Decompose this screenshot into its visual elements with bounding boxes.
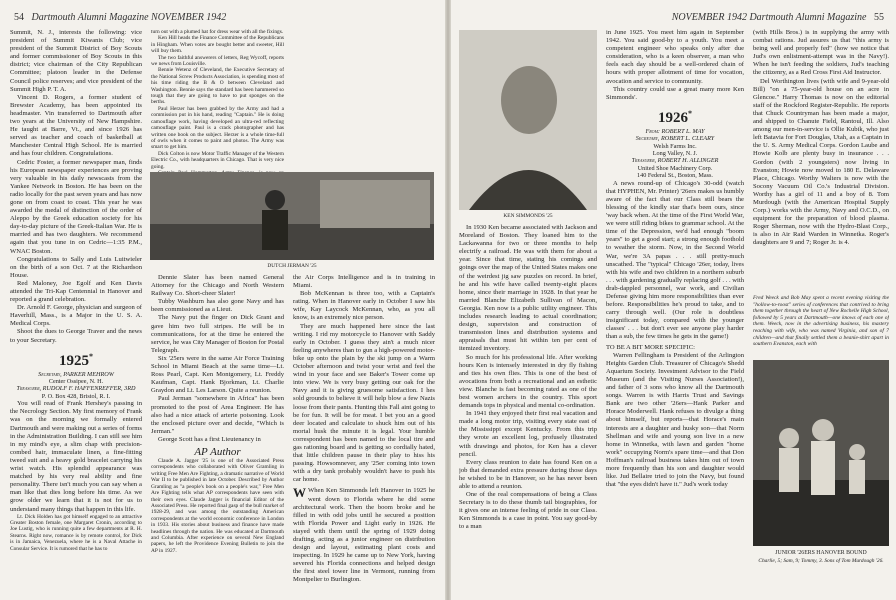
para: Paul Herzer has been grabbed by the Army and had a commission put in his hand, reading "Captain." He is doing camouflage work, having developed an ultra-red reflecting camouflage paint. Paul is a crack photographer and has written one book on the subject. Herzer is a whole time-full of owls when it comes to paint and photos. The Army was smart to get him.: [151, 105, 284, 151]
secretary-line: From: ROBERT L. MAY: [645, 127, 705, 135]
left-page-header: [14, 12, 226, 23]
para: Bennie Wetenz of Cleveland, the Executive Secretary of the National Screw Products Association, is spending most of his time riding the B & O between Cleveland and Washington. Bennie says the standard has been hammered so tough that they are going to have to put sponges on the berths.: [151, 67, 284, 106]
boys-scene: [753, 360, 889, 546]
para: Lt. Dick Holden has got himself engaged to an attractive Greater Boston female, one Margaret Cronin, according to Joe Lustig, who is running quite a few departments at R. H. Stearns. Right now, romance is by remote control, for Dick is in Jamaica, Venezuela, where he is a Naval Attache in Consular Service. It is rumored that he has to: [10, 513, 142, 552]
para: Summit, N. J., interests the following: vice president of Summit Kiwanis Club; vice president of the Summit District of Boy Scouts and former commissioner of Boy Scouts in this district; vice chairman of the City Republican Committee; platoon leader in the Defense Council police reserves; and vice president of the Summit High P. T. A.: [10, 29, 142, 93]
left-col-1: [10, 29, 142, 595]
class-year-heading: 1925*: [59, 351, 93, 369]
secretary-block: [10, 371, 142, 401]
right-col-2: [606, 29, 744, 595]
boy-head-3: [849, 444, 865, 460]
para: Ken Hill heads the Finance Committee of the Republicans in Hingham. When votes are bought better and sweeter, Hill will buy them.: [151, 35, 284, 55]
para: the Air Corps Intelligence and is in training in Miami.: [293, 274, 435, 290]
para: Del Worthington lives (with wife and 9-year-old Bill) "on a 75-year-old house on an acre in Glencoe." Harry Thomas is now on the editorial staff of the Rockford Register-Republic. He reports that Chuck Countryman has been made a major, and shipped to Chanute Field, Rantoul, Ill. Also among our men-in-service is Ollie Kubik, who just left Batavia for Fort Douglas, Utah, as a Captain in the U. S. Army Medical Corps. Gordon Laube and Howie Kolb are plenty busy in insurance . . . Gordon (with 2 youngsters) now living in Evanston; Howie now moved to 180 E. Delaware Place, Chicago. Worthy Walters is now with the Socony Vacuum Oil Co.'s Industrial Division. Worthy has a girl of 11 and a boy of 8. Tom Murdough (with the American Hospital Supply Corp.) works with the Army, Navy and O.C.D., on equipment for the preparation of blood plasma. Roger Sherman, now with the Hydro-Blast Corp., is also in Air Raid Warden in Winnetka. Roger's daughters are 9 and 7; Roger Jr. is 4.: [753, 77, 889, 247]
secretary-line: Long Valley, N. J.: [652, 150, 698, 158]
para: turn out with a plumed hat for dress wear with all the fixings.: [151, 29, 284, 35]
right-page-number: 55: [874, 12, 884, 23]
para: Every class reunion to date has found Ken on a job that demanded extra pressure during those days he wished to be in Hanover, so he has never been able to attend a reunion.: [459, 458, 597, 490]
para: George Scott has a first Lieutenancy in: [158, 435, 261, 443]
secretary-line: Welsh Farms Inc.: [653, 142, 697, 150]
para: A news round-up of Chicago's 30-odd (watch that HYPHEN, Mr. Printer) '26ers makes us humbly aware of the fact that our Class still bears the blessing of the kindly star that's been ours, since 'way back when. At the time of the First World War, we were still riding bikes to grammar school. At the time of the Depression, we'd had enough "boom years" to get a good start; a strong enough foothold to weather the storm. Now, in the Second World War, we're 3A papas . . . still pretty-much unscathed. The "typical" Chicago '26er, today, lives with his wife and two children in a northern suburb . . . with gardening gradually replacing golf . . . with drab-dappled personnel, war work, and Civilian Defense giving him more responsibilities than ever before. Responsibilities he's proud to take, and to carry through well. (Our role is doubtless insignificant today, compared with the younger classes' . . . but don't ever see anyone play harder than a sub, the few times he gets in the game!): [606, 179, 744, 341]
para: Dick Colton is now Motor Traffic Manager of the Western Electric Co., with headquarters in Chicago. That is very nice going.: [151, 150, 284, 170]
secretary-line: P. O. Box 428, Bristol, R. I.: [41, 392, 111, 400]
para: This country could use a great many more Ken Simmonds'.: [606, 85, 744, 101]
portrait-scene: [459, 30, 597, 210]
para: Red Maloney, Joe Egolf and Ken Davis attended the Tri-Kap Centennial in Hanover and reported a grand celebration.: [10, 279, 142, 304]
para: Tubby Washburn has also gone Navy and has been commissioned as a Lieut.: [151, 298, 284, 314]
para: Bob McKennan is three too, with a Captain's rating. When in Hanover early in October I saw his wife, Kay Laycock McKennan, who, as you all know, is an extremely nice person.: [293, 290, 435, 322]
drop-cap: W: [293, 485, 306, 501]
secretary-line: Center Ossipee, N. H.: [48, 378, 104, 386]
para: Cedric Foster, a former newspaper man, finds his European newspaper experiences are proving very valuable in his daily newscasts from the Yankee Network in Boston. He has been on the radio locally for the past seven years and has now gone on from coast to coast. This year he was awarded the medal of distinction of the order of Aleppo by the Greek education society for his day-to-day picture of the Greek-Italian War. He is married and has two daughters. We recommend again that you tune in on Cedric—1:35 P.M., WNAC Boston.: [10, 158, 142, 255]
para: In 1941 they enjoyed their first real vacation and made a long motor trip, visiting every state east of the Mississippi except Kentucky. From this trip they wrote an excellent log, profusely illustrated with drawings and photos, for Ken has a clever pencil.: [459, 410, 597, 458]
weeck-may-note: Fred Weeck and Bob May spent a recent evening visiting the "hollow-to-roost" series of conferences that contrived to bring them together through the heart of New Rochelle High School, followed by 5 years at Dartmouth—one knows of each one of them. Weeck, now in the advertising business, his mastery reaching with wife, who was named Virginia, and son of 7 children—and that finally settled them a beanie-shirt apart in southern Evanston, each with: [753, 295, 889, 348]
boy-head-1: [779, 428, 799, 448]
para: Warren Fellingham is President of the Arlington Heights Garden Club. Treasurer of Chicago's Shedd Aquarium Society. Investment Advisor to the Field Museum (and the Visiting Nurses Association!), and father of 3 sons who know all the Dartmouth songs. Warren is with Harris Trust and Savings Bank are two other '26ers—Hank Parker and Horace Moderwell. Hank refuses to divulge a thing about himself, but reports—that Horace's main interests are a daughter and husky son—that Norm Shellman and wife and young son live in a new home in Winnetka, with lawn and garden "home work" occupying Norm's spare time—and that Don Hoffman's railroad business takes him out of town more frequently than his son and daughter would like. Jud Bellaire tried to join the Navy, but found that "the eyes didn't have it." Jud's work today: [606, 351, 744, 489]
secretary-line: Treasurer, ROBERT H. ALLINGER: [631, 157, 719, 165]
para: Dr. Arnold F. George, physician and surgeon of Haverhill, Mass., is a Major in the U. S. A. Medical Corps.: [10, 304, 142, 328]
right-col-3: [753, 29, 889, 291]
portrait-face: [501, 66, 557, 134]
para: You will read of Frank Hershey's passing in the Necrology Section. My first memory of Frank was on the morning we formally entered Dartmouth and were making out a series of forms in the Administration Building. I can still see him in my mind's eye, a slim chap with precision-combed hair, immaculate linen, a fine-fitting tweed suit and a heavy gold bracelet carrying his wrist watch. His splendid appearance was matched by his very real ability and fine personality. There isn't much you can say when a man like that dies long before his time. As we grow older we learn that it is not for us to understand many things that happen in this life.: [10, 400, 142, 513]
para: Shoot the dues to George Traver and the news to your Secretary.: [10, 328, 142, 344]
para: Congratulations to Sally and Luis Luitwieler on the birth of a son Oct. 7 at the Richardson House.: [10, 255, 142, 279]
dutch-jerman-caption: DUTCH JERMAN '25: [267, 263, 317, 269]
left-header-title: Dartmouth Alumni Magazine NOVEMBER 1942: [31, 12, 227, 23]
left-page-number: 54: [14, 12, 24, 23]
para-text: When Ken Simmonds left Hanover in 1925 he went down to Florida where he did some architectural work. Then the boom broke and he filled in with odd jobs until he secured a position with Florida Power and Light early in 1926. He stayed with them until the spring of 1929 doing drafting, acting as a junior engineer on distribution design and layout, estimating plant costs and inspecting. In 1929 he came up to New York, having severed his Florida connections and helped design the first steel tower line in Vermont, running from Montpelier to Burlington.: [293, 487, 435, 584]
right-col-1: [459, 224, 597, 592]
right-page-header: [672, 12, 884, 23]
para: So much for his professional life. After working hours Ken is intensely interested in dry fly fishing and ties his own flies. This is one of the best of avocations from both a recreational and an esthetic view. Blanche is fast becoming rated as one of the best women archers in the country. This sport demands tops in physical and mental co-ordination.: [459, 353, 597, 410]
para: The two faithful answerers of letters, Reg Wycoff, reports we news from Louisville.: [151, 54, 284, 68]
para: Dennie Slater has been named General Attorney for the Chicago and North Western Railway Co. Short-cheer Slater!: [151, 274, 284, 298]
photo-ground: [150, 224, 434, 260]
junior-26ers-caption: JUNIOR '26ERS HANOVER BOUND: [775, 550, 867, 556]
para: One of the real compensations of being a Class Secretary is to do these thumb tail biographies, for it gives one an intense feeling of pride in our Class. Ken Simmonds is a case in point. You say good-by to a man: [459, 491, 597, 531]
para: The Navy put the finger on Dick Grant and gave him two full stripes. He will be in communications, for at the time he entered the service, he was City Manager of Boston for Postal Telegraph.: [151, 314, 284, 354]
boy-body-2: [811, 441, 835, 495]
right-header-title: NOVEMBER 1942 Dartmouth Alumni Magazine: [671, 12, 867, 23]
secretary-block: [606, 128, 744, 180]
boy-body-3: [849, 460, 865, 494]
para: (with Hills Bros.) is in supplying the army with combat rations. Jud assures us that "this army is being well and properly fed" (how we notice that Jud's own enlistment-attempt was in the Navy!). When he isn't feeding the soldiers, Jud's teaching the citizenry, as a Red Cross First Aid Instructor.: [753, 29, 889, 77]
dutch-jerman-photo: [150, 172, 434, 260]
junior-26ers-photo: [753, 360, 889, 546]
photo-person-head: [265, 190, 285, 210]
secretary-line: United Shoe Machinery Corp.: [637, 164, 713, 172]
para: Paul Jerman "somewhere in Africa" has been promoted to the post of Area Engineer. He has also had a nice attack of arterie poisoning. Look the enclosed picture over and decide, "Which is Jerman.": [151, 395, 284, 435]
boy-body-1: [779, 448, 799, 492]
para: [293, 487, 435, 584]
right-page: [451, 0, 896, 600]
junior-26ers-subcaption: Charlie, 5; Sam, 9; Tommy, 3. Sons of Tom Murdough '26.: [758, 558, 884, 564]
photo-building: [320, 180, 430, 228]
para: Vincent D. Rogers, a former student of Brewster Academy, has been appointed its headmaster. Vin transferred to Dartmouth after two years at the University of New Hampshire. He taught at Barre, Vt., and since 1926 has served as teacher and coach of basketball at Manchester Central High School. He is married and has four children. Congratulations.: [10, 93, 142, 158]
para: In 1930 Ken became associated with Jackson and Moreland of Boston. They loaned him to the Lackawanna for two or three months to help electrify a railroad. He was with them for about a year. Since that time, stating his comings and goings over the map of the United States makes one of the weirdest jig saw puzzles on record. In brief, he and his wife have called twenty-eight places home, since their marriage in 1928. In that year he married Blanche Elizabeth Sullivan of Macon, Georgia. Ken now is a public utility engineer. This includes research leading to actual coordination; design, supervision and construction of transmission lines and distribution systems and appraisals that must hit within ten per cent of itemized inventory.: [459, 224, 597, 353]
ap-author-subhead: AP Author: [194, 445, 241, 458]
para: in June 1925. You meet him again in September 1942. You said good-by to a youth. You meet a competent engineer who speaks only after due consideration, who is a keen observer, a man who feels each day should be a well-ordered chain of hours with proper allotment of time for vocation, avocation and service to community.: [606, 29, 744, 85]
left-col-3: [293, 274, 435, 592]
para: They are much happened here since the last writing. I rid my motorcycle to Hanover with Saddy early in October. I guess they ain't a much nicer feeling anywheres than to gun a high-powered motor-bike up onto the plain by the ski jump on a Warm October afternoon and twist your wrist and feel the wind in your face and see Baker's Tower come up into view. We is very busy getting our oak for the Navy and it is giving gruesome satisfaction. I hes sold grounds to believe it will help blow a few Nazis loose from their pants. Hunting this Fall aint going to be for fun. It will be for meat. I bet you an a good deer located and calculate to shuck him out of his mortal husk the minute it is legal. Your humble correspondent has been named to the local tire and gas rationing board and is getting so cordially hated, that little children pause in their play to hiss his passing. Howsomnever, any '25er coming into town with a dry tank probably wouldn't have to push his car home.: [293, 322, 435, 484]
secretary-line: 140 Federal St., Boston, Mass.: [637, 172, 713, 180]
secretary-line: Secretary, PARKER MEHROW: [38, 370, 114, 378]
photo-scene: [150, 172, 434, 260]
left-page: [0, 0, 445, 600]
section-label: TO BE A BIT MORE SPECIFIC:: [606, 343, 695, 351]
secretary-line: Treasurer, RUDOLF F. HAFFENREFFER, 3RD: [16, 385, 136, 393]
photo-person-body: [262, 210, 288, 250]
para: Claude A. Jagger '25 is one of the Associated Press correspondents who collaborated with Oliver Gramling in writing Free Men Are Fighting, a dramatic narrative of World War II to be published in late October. Described by Author Gramling as "a people's book on a people's war," Free Men Are Fighting tells what AP correspondents have seen with their own eyes. Claude Jagger is financial Editor of the Associated Press. He reported final gasp of the bull market of 1928-29, and was among the outstanding American correspondents at the world economic conference in London in 1933. His stories about business and finance have made headlines through the nation. He was educated at Dartmouth and Columbia. After experience on several New England papers, he left the Providence Evening Bulletin to join the AP in 1927.: [151, 458, 284, 554]
left-col-2-lower: [151, 274, 284, 592]
para: Six '25ers were in the same Air Force Training School in Miami Beach at the same time—Lt. Ross Pearl, Capt. Ken Montgomery, Lt. Freddy Kaufman, Capt. Hank Bjorkman, Lt. Charlie Graydon and Lt. Les Larson. Quite a reunion.: [151, 354, 284, 395]
boy-head-2: [812, 419, 834, 441]
class-year-heading: 1926*: [658, 108, 692, 126]
ken-simmonds-caption: KEN SIMMONDS '25: [503, 213, 553, 219]
secretary-line: Secretary, ROBERT L. CLEARY: [635, 135, 715, 143]
ken-simmonds-photo: [459, 30, 597, 210]
